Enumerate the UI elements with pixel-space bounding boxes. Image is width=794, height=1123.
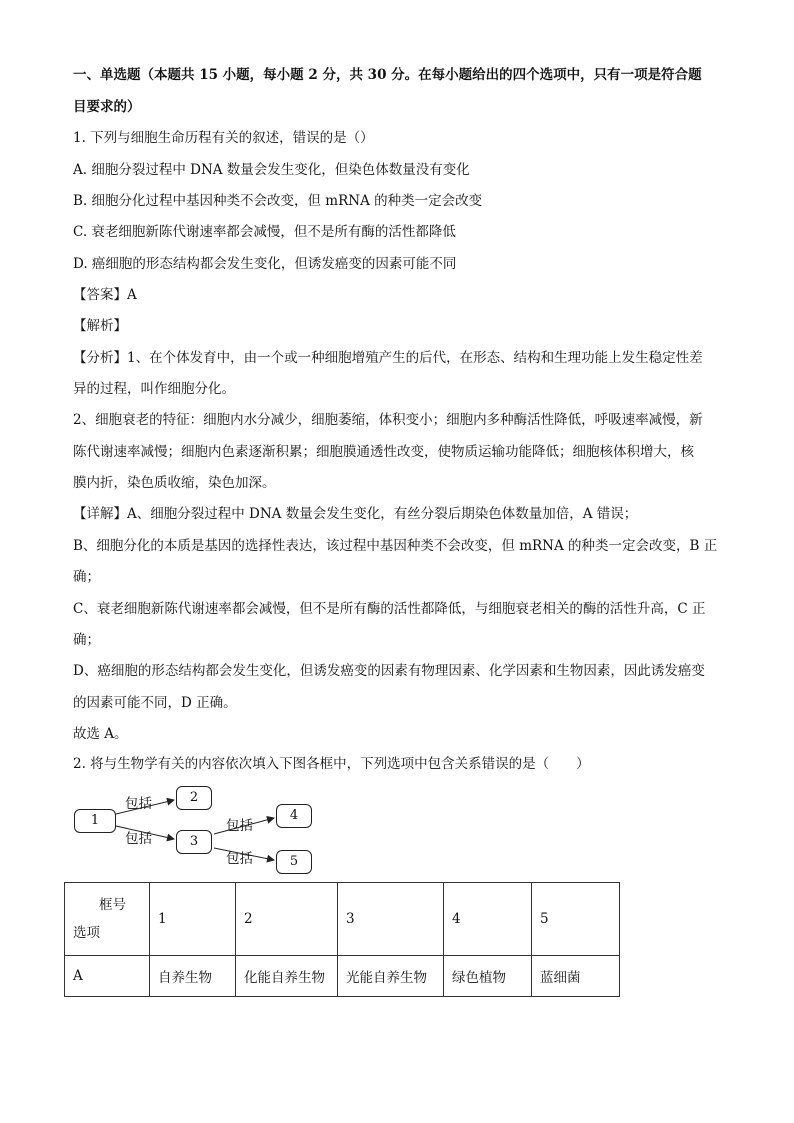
edge-label: 包括 [125, 796, 152, 812]
row-label: A [65, 956, 150, 997]
column-header: 3 [338, 883, 444, 956]
table-cell: 蓝细菌 [532, 956, 620, 997]
table-cell: 绿色植物 [444, 956, 532, 997]
analysis-line: 膜内折，染色质收缩，染色加深。 [73, 475, 276, 491]
q1-option-d: D. 癌细胞的形态结构都会发生变化，但诱发癌变的因素可能不同 [73, 256, 457, 272]
analysis-line: D、癌细胞的形态结构都会发生变化，但诱发癌变的因素有物理因素、化学因素和生物因素，因此诱发癌变 [73, 663, 705, 679]
diagram-box-3: 3 [176, 830, 212, 854]
edge-label: 包括 [125, 831, 152, 847]
diagram-box-2: 2 [176, 786, 212, 810]
diagram-box-5: 5 [276, 850, 312, 874]
analysis-line: 异的过程，叫作细胞分化。 [73, 381, 235, 397]
column-header: 2 [236, 883, 338, 956]
analysis-line: B、细胞分化的本质是基因的选择性表达，该过程中基因种类不会改变，但 mRNA 的种类一定会改变，B 正 [73, 538, 718, 554]
q2-stem: 2. 将与生物学有关的内容依次填入下图各框中，下列选项中包含关系错误的是（ ） [73, 756, 590, 772]
analysis-line: 2、细胞衰老的特征：细胞内水分减少，细胞萎缩，体积变小；细胞内多种酶活性降低，呼吸速率减慢，新 [73, 412, 703, 428]
edge-label: 包括 [226, 818, 253, 834]
analysis-line: 陈代谢速率减慢；细胞内色素逐渐积累；细胞膜通透性改变，使物质运输功能降低；细胞核体积增大，核 [73, 444, 694, 460]
q1-answer: 【答案】A [73, 287, 137, 303]
table-cell: 化能自养生物 [236, 956, 338, 997]
table-corner-cell [65, 883, 150, 956]
analysis-line: 确； [73, 632, 100, 648]
q1-option-a: A. 细胞分裂过程中 DNA 数量会发生变化，但染色体数量没有变化 [73, 162, 470, 178]
analysis-line: 故选 A。 [73, 726, 128, 742]
inclusion-diagram [70, 780, 330, 880]
section-header-line-1: 一、单选题（本题共 15 小题，每小题 2 分，共 30 分。在每小题给出的四个选项中，只有一项是符合题 [73, 67, 702, 83]
analysis-line: 【分析】1、在个体发育中，由一个或一种细胞增殖产生的后代，在形态、结构和生理功能上发生稳定性差 [73, 350, 703, 366]
analysis-line: 确； [73, 569, 100, 585]
q1-analysis-title: 【解析】 [73, 318, 127, 334]
analysis-line: 的因素可能不同，D 正确。 [73, 695, 237, 711]
table-header-row [65, 883, 620, 956]
column-header: 4 [444, 883, 532, 956]
header-xuanxiang: 选项 [73, 925, 100, 941]
table-row [65, 956, 620, 997]
table-cell: 自养生物 [150, 956, 236, 997]
table-cell: 光能自养生物 [338, 956, 444, 997]
q1-option-b: B. 细胞分化过程中基因种类不会改变，但 mRNA 的种类一定会改变 [73, 193, 483, 209]
column-header: 1 [150, 883, 236, 956]
column-header: 5 [532, 883, 620, 956]
analysis-line: C、衰老细胞新陈代谢速率都会减慢，但不是所有酶的活性都降低，与细胞衰老相关的酶的活性升高，C 正 [73, 601, 706, 617]
options-table [64, 882, 620, 997]
section-header-line-2: 目要求的） [73, 99, 141, 115]
q1-stem: 1. 下列与细胞生命历程有关的叙述，错误的是（） [73, 130, 374, 146]
edge-label: 包括 [226, 851, 253, 867]
diagram-box-1: 1 [74, 809, 116, 833]
q1-option-c: C. 衰老细胞新陈代谢速率都会减慢，但不是所有酶的活性都降低 [73, 224, 456, 240]
analysis-line: 【详解】A、细胞分裂过程中 DNA 数量会发生变化，有丝分裂后期染色体数量加倍，A 错误； [73, 506, 638, 522]
diagram-box-4: 4 [276, 804, 312, 828]
header-kuanghao: 框号 [99, 897, 126, 913]
